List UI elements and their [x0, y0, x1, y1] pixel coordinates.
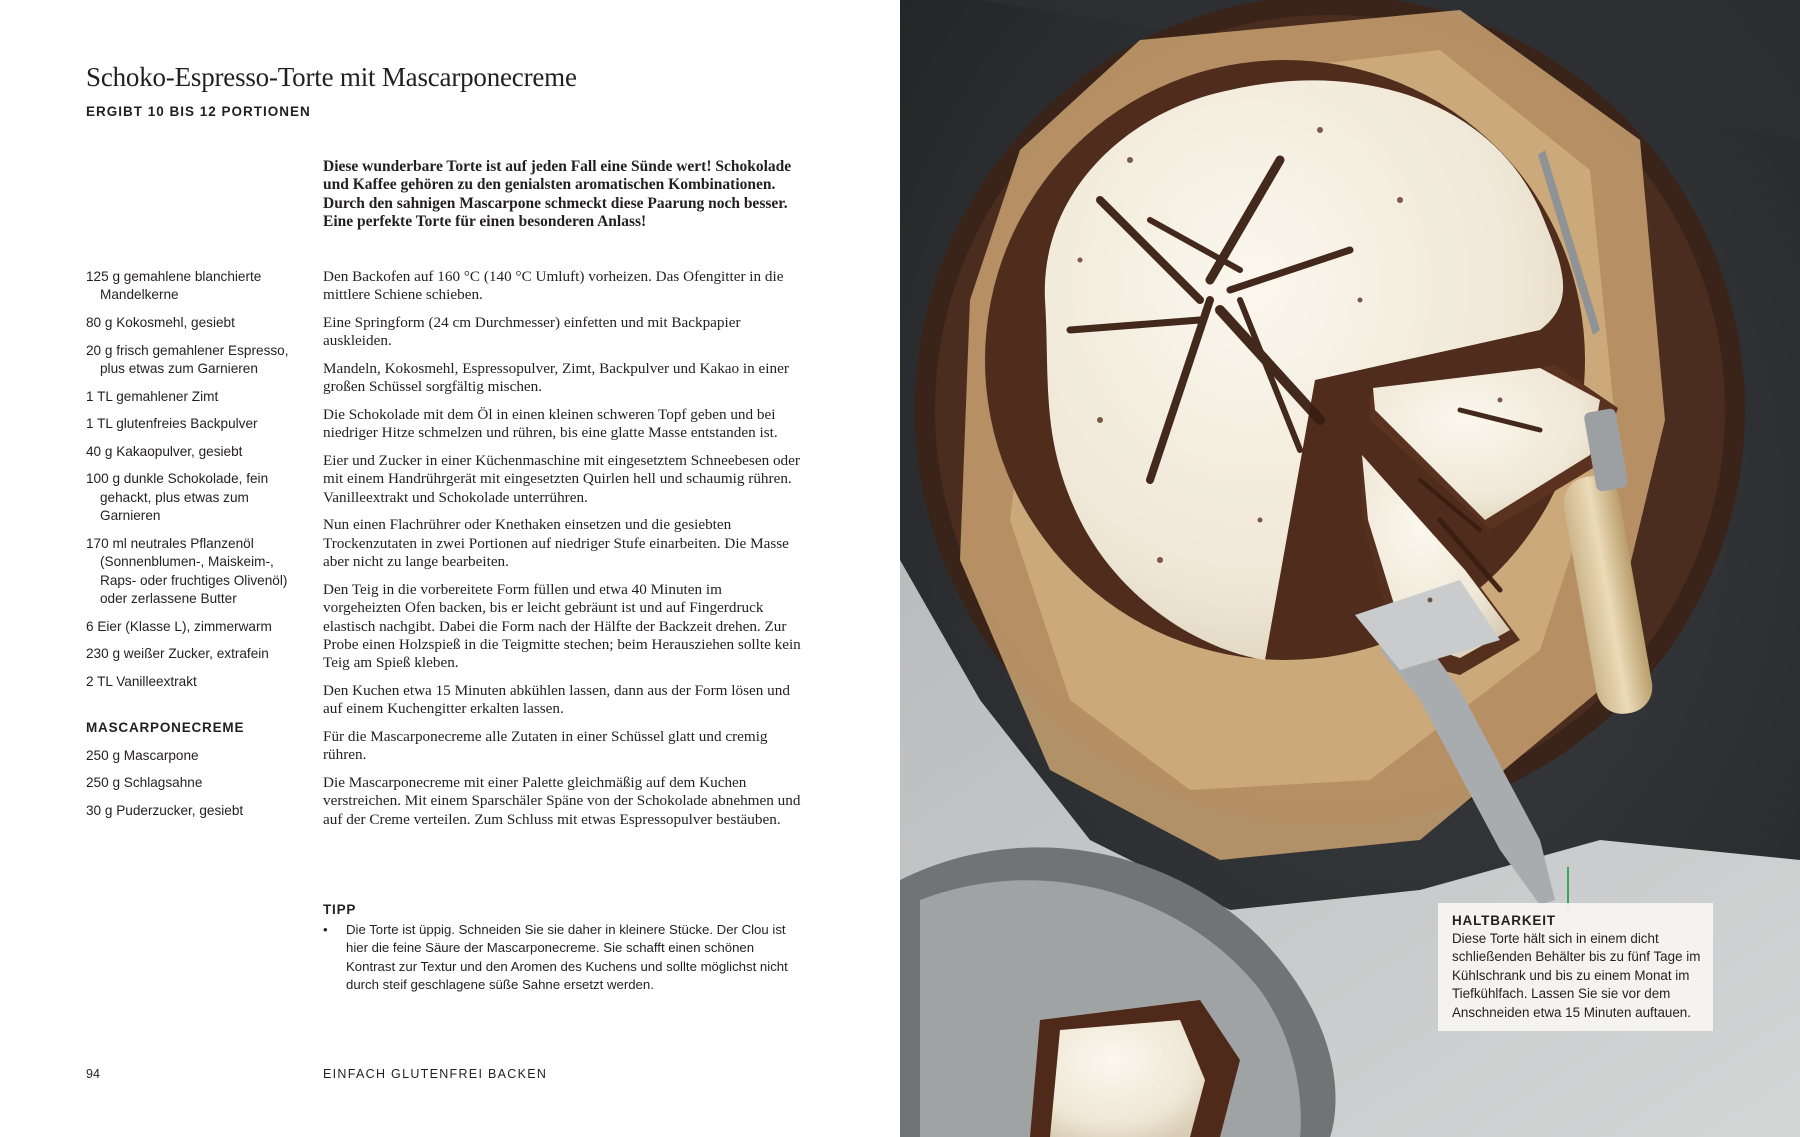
step-paragraph: Mandeln, Kokosmehl, Espressopulver, Zimt, Backpulver und Kakao in einer großen Schüssel sorgfältig mischen. [323, 360, 789, 396]
recipe-title: Schoko-Espresso-Torte mit Mascarponecreme [86, 62, 577, 92]
ingredient-item: 30 g Puderzucker, gesiebt [86, 802, 244, 818]
tip-text: Die Torte ist üppig. Schneiden Sie sie daher in kleinere Stücke. Der Clou ist hier die feine Säure der Mascarponecreme. Sie schafft einen schönen Kontrast zur Textur und den Aromen des Kuchens und sollte möglichst nicht durch steif geschlagene süße Sahne ersetzt werden. [346, 922, 788, 993]
tip-box [323, 902, 793, 995]
step-paragraph: Die Mascarponecreme mit einer Palette gleichmäßig auf dem Kuchen verstreichen. Mit einem Sparschäler Späne von der Schokolade abnehmen und auf der Creme verteilen. Zum Schluss mit etwas Espressopulver bestäuben. [323, 774, 801, 828]
ingredient-item: 230 g weißer Zucker, extrafein [86, 646, 269, 662]
ingredient-item: 1 TL gemahlener Zimt [86, 388, 219, 404]
step-paragraph: Nun einen Flachrührer oder Knethaken einsetzen und die gesiebten Trockenzutaten in zwei Portionen auf niedriger Stufe einarbeiten. Die Masse aber nicht zu lange bearbeiten. [323, 516, 789, 571]
step-paragraph: Den Backofen auf 160 °C (140 °C Umluft) vorheizen. Das Ofengitter in die mittlere Schiene schieben. [323, 268, 784, 304]
storage-note-text: Diese Torte hält sich in einem dicht schließenden Behälter bis zu fünf Tage im Kühlschrank und bis zu einem Monat im Tiefkühlfach. Lassen Sie sie vor dem Anschneiden etwa 15 Minuten auftauen. [1452, 931, 1701, 1020]
recipe-intro: Diese wunderbare Torte ist auf jeden Fall eine Sünde wert! Schokolade und Kaffee gehören zu den genialsten aromatischen Kombinationen. Durch den sahnigen Mascarpone schmeckt diese Paarung noch besser. Eine perfekte Torte für einen besonderen Anlass! [323, 158, 792, 231]
ingredient-item: 80 g Kokosmehl, gesiebt [86, 315, 235, 330]
mascarpone-list [86, 747, 291, 821]
mascarpone-heading: MASCARPONECREME [86, 720, 245, 736]
step-paragraph: Eine Springform (24 cm Durchmesser) einfetten und mit Backpapier auskleiden. [323, 314, 741, 350]
ingredient-item: 170 ml neutrales Pflanzenöl (Sonnenblumen-, Maiskeim-, Raps- oder fruchtiges Olivenöl) oder zerlassene Butter [86, 535, 288, 606]
step-paragraph: Die Schokolade mit dem Öl in einen kleinen schweren Topf geben und bei niedriger Hitze schmelzen und rühren, bis eine glatte Masse entstanden ist. [323, 406, 778, 442]
ingredient-item: 2 TL Vanilleextrakt [86, 673, 197, 689]
storage-note [1438, 903, 1713, 1031]
ingredient-item: 125 g gemahlene blanchierte Mandelkerne [86, 269, 262, 303]
bullet-icon: • [323, 922, 328, 937]
method-steps [323, 268, 801, 838]
book-title: EINFACH GLUTENFREI BACKEN [323, 1067, 548, 1081]
tip-body [323, 921, 793, 995]
step-paragraph: Eier und Zucker in einer Küchenmaschine mit eingesetztem Schneebesen oder mit einem Handrührgerät mit eingesetzten Quirlen hell und schaumig rühren. Vanilleextrakt und Schokolade unterrühren. [323, 452, 800, 506]
tip-heading: TIPP [323, 902, 357, 917]
recipe-yield: ERGIBT 10 BIS 12 PORTIONEN [86, 104, 311, 119]
ingredient-item: 250 g Mascarpone [86, 747, 199, 763]
ingredient-item: 6 Eier (Klasse L), zimmerwarm [86, 618, 272, 634]
step-paragraph: Für die Mascarponecreme alle Zutaten in einer Schüssel glatt und cremig rühren. [323, 728, 768, 764]
ingredients-column [86, 268, 291, 829]
page-number: 94 [86, 1067, 100, 1081]
step-paragraph: Den Teig in die vorbereitete Form füllen und etwa 40 Minuten im vorgeheizten Ofen backen, bis er leicht gebräunt ist und auf Fingerdruck elastisch nachgibt. Dabei die Form nach der Hälfte der Backzeit drehen. Zur Probe einen Holzspieß in die Teigmitte stechen; beim Herausziehen sollte kein Teig am Spieß kleben. [323, 580, 801, 672]
ingredient-list [86, 268, 291, 691]
ingredient-item: 20 g frisch gemahlener Espresso, plus etwas zum Garnieren [86, 342, 289, 376]
step-paragraph: Den Kuchen etwa 15 Minuten abkühlen lassen, dann aus der Form lösen und auf einem Kuchengitter erkalten lassen. [323, 682, 790, 718]
ingredient-item: 40 g Kakaopulver, gesiebt [86, 443, 243, 459]
ingredient-item: 250 g Schlagsahne [86, 775, 203, 791]
storage-note-heading: HALTBARKEIT [1452, 913, 1556, 928]
ingredient-item: 1 TL glutenfreies Backpulver [86, 416, 258, 432]
ingredient-item: 100 g dunkle Schokolade, fein gehackt, plus etwas zum Garnieren [86, 471, 269, 524]
